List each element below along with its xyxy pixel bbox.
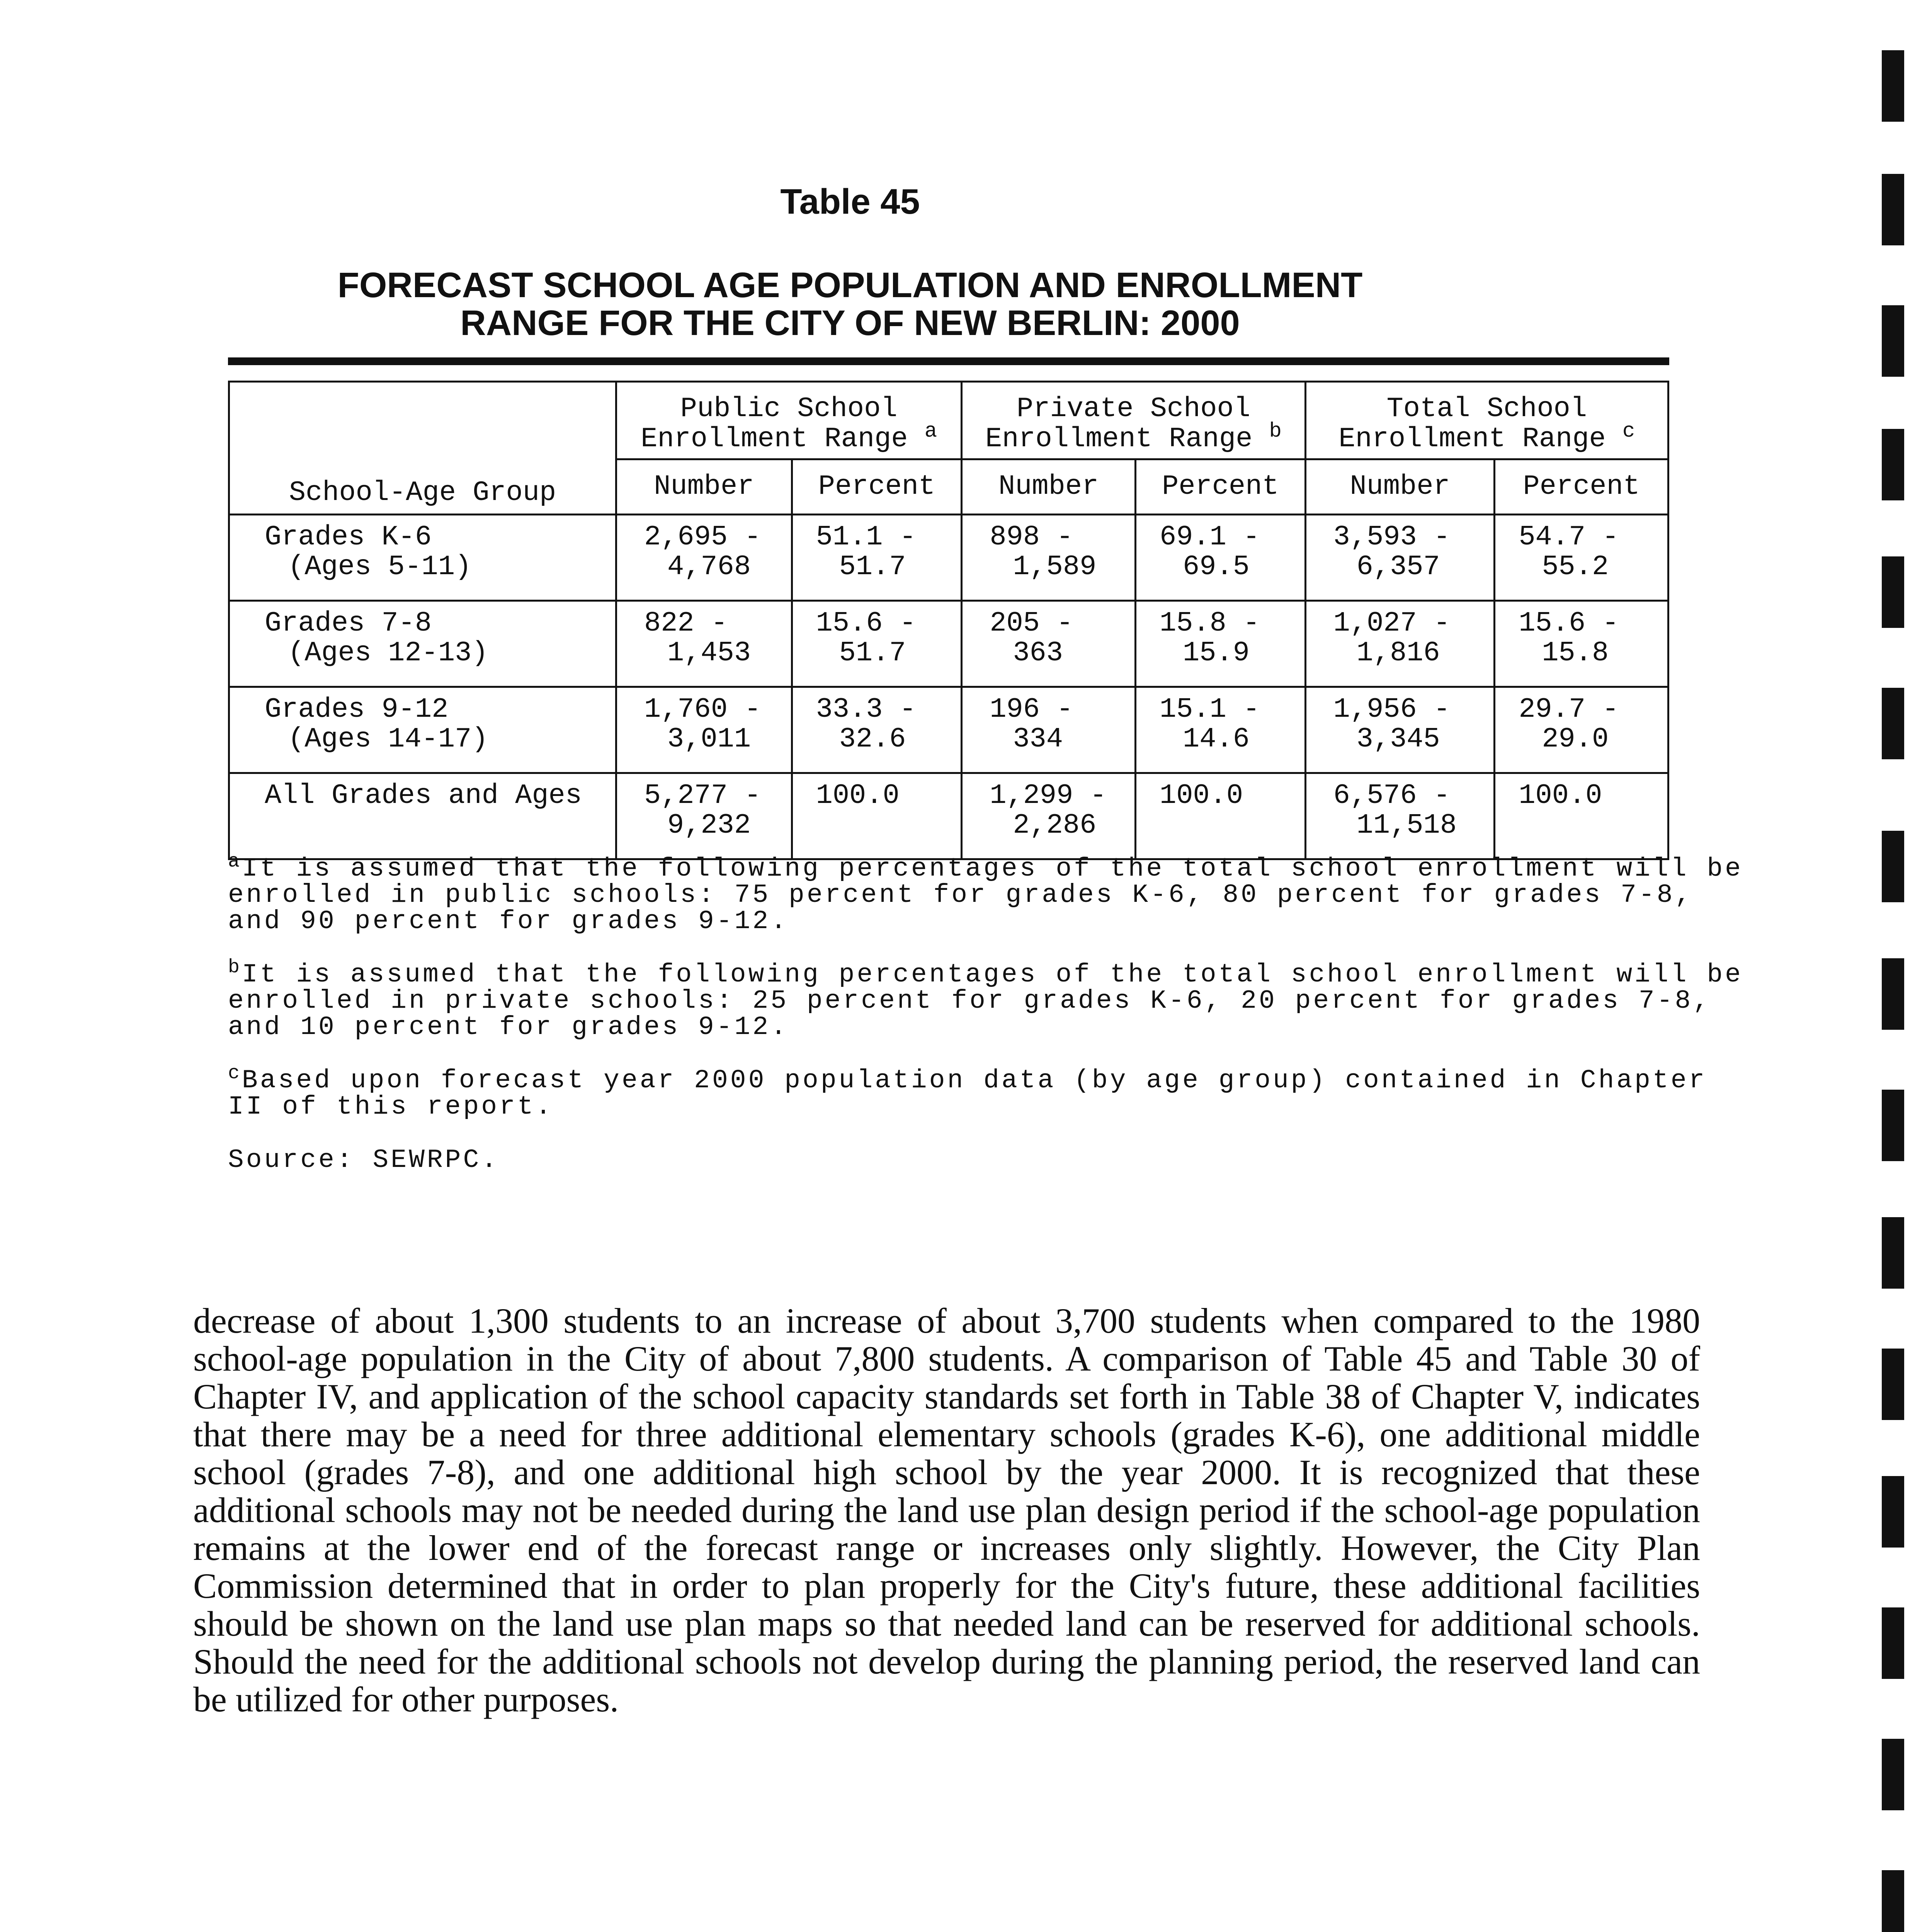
binding-mark: [1882, 958, 1904, 1030]
table-title: [0, 267, 1700, 342]
binding-mark: [1882, 1217, 1904, 1289]
binding-mark: [1882, 1607, 1904, 1679]
private-percent-cell: 15.1 - 14.6: [1135, 687, 1305, 773]
total-number-cell: 1,027 - 1,816: [1305, 600, 1495, 687]
binding-mark: [1882, 831, 1904, 902]
header-private-percent: Percent: [1135, 459, 1305, 514]
table-title-line2: RANGE FOR THE CITY OF NEW BERLIN: 2000: [460, 303, 1240, 343]
source-note: Source: SEWRPC.: [228, 1145, 500, 1175]
header-total-school: Total School Enrollment Range $^c$: [1305, 382, 1668, 459]
binding-mark: [1882, 305, 1904, 377]
total-number-cell: 3,593 - 6,357: [1305, 514, 1495, 600]
table-title-line1: FORECAST SCHOOL AGE POPULATION AND ENROLLMENT: [337, 265, 1363, 305]
footnote-a: $^a$It is assumed that the following percentages of the total school enrollment will be enrolled in public schools: 75 percent for grades K-6, 80 percent for grades 7-8, and 90 percent for grades 9-12.: [228, 850, 1743, 936]
public-percent-cell: 15.6 - 51.7: [792, 600, 962, 687]
binding-mark: [1882, 1349, 1904, 1420]
total-number-cell: 1,956 - 3,345: [1305, 687, 1495, 773]
table-row: [229, 514, 1668, 600]
header-public-percent: Percent: [792, 459, 962, 514]
binding-mark: [1882, 174, 1904, 245]
header-public-school: Public School Enrollment Range $^a$: [616, 382, 962, 459]
header-private-number: Number: [962, 459, 1136, 514]
footnotes: [228, 850, 1754, 1201]
header-private-school: Private School Enrollment Range $^b$: [962, 382, 1305, 459]
footnote-c: $^c$Based upon forecast year 2000 population data (by age group) contained in Chapter II of this report.: [228, 1062, 1707, 1122]
total-percent-cell: 29.7 - 29.0: [1495, 687, 1668, 773]
row-label: Grades 7-8 (Ages 12-13): [229, 600, 616, 687]
row-label: Grades 9-12 (Ages 14-17): [229, 687, 616, 773]
header-school-age-group: School-Age Group: [229, 382, 616, 515]
public-percent-cell: 51.1 - 51.7: [792, 514, 962, 600]
private-number-cell: 898 - 1,589: [962, 514, 1136, 600]
binding-mark: [1882, 1739, 1904, 1810]
public-number-cell: 1,760 - 3,011: [616, 687, 792, 773]
total-percent-cell: 100.0: [1495, 773, 1668, 859]
private-percent-cell: 100.0: [1135, 773, 1305, 859]
total-number-cell: 6,576 - 11,518: [1305, 773, 1495, 859]
binding-mark: [1882, 1090, 1904, 1161]
private-percent-cell: 15.8 - 15.9: [1135, 600, 1305, 687]
binding-mark: [1882, 429, 1904, 500]
header-total-number: Number: [1305, 459, 1495, 514]
private-percent-cell: 69.1 - 69.5: [1135, 514, 1305, 600]
enrollment-table: [228, 381, 1669, 860]
total-percent-cell: 15.6 - 15.8: [1495, 600, 1668, 687]
row-label: All Grades and Ages: [229, 773, 616, 859]
binding-mark: [1882, 1870, 1904, 1932]
title-rule: [228, 357, 1669, 365]
row-label: Grades K-6 (Ages 5-11): [229, 514, 616, 600]
binding-mark: [1882, 1476, 1904, 1548]
public-percent-cell: 33.3 - 32.6: [792, 687, 962, 773]
public-number-cell: 2,695 - 4,768: [616, 514, 792, 600]
private-number-cell: 205 - 363: [962, 600, 1136, 687]
public-number-cell: 822 - 1,453: [616, 600, 792, 687]
table-label: Table 45: [780, 182, 920, 221]
binding-mark: [1882, 688, 1904, 759]
header-total-percent: Percent: [1495, 459, 1668, 514]
private-number-cell: 196 - 334: [962, 687, 1136, 773]
table-row: [229, 600, 1668, 687]
binding-mark: [1882, 50, 1904, 122]
footnote-b: $^b$It is assumed that the following percentages of the total school enrollment will be enrolled in private schools: 25 percent for grades K-6, 20 percent for grades 7-8, and 10 percent for grades 9-12.: [228, 956, 1743, 1042]
public-number-cell: 5,277 - 9,232: [616, 773, 792, 859]
total-percent-cell: 54.7 - 55.2: [1495, 514, 1668, 600]
private-number-cell: 1,299 - 2,286: [962, 773, 1136, 859]
body-paragraph: decrease of about 1,300 students to an increase of about 3,700 students when compared to the 1980 school-age population in the City of about 7,800 students. A comparison of Table 45 and Table 30 of Chapter IV, and application of the school capacity standards set forth in Table 38 of Chapter V, indicates that there may be a need for three additional elementary schools (grades K-6), one additional middle school (grades 7-8), and one additional high school by the year 2000. It is recognized that these additional schools may not be needed during the land use plan design period if the school-age population remains at the lower end of the forecast range or increases only slightly. However, the City Plan Commission determined that in order to plan properly for the City's future, these additional facilities should be shown on the land use plan maps so that needed land can be reserved for additional schools. Should the need for the additional schools not develop during the planning period, the reserved land can be utilized for other purposes.: [193, 1301, 1700, 1719]
binding-mark: [1882, 556, 1904, 628]
header-public-number: Number: [616, 459, 792, 514]
public-percent-cell: 100.0: [792, 773, 962, 859]
table-row: [229, 687, 1668, 773]
table-row: [229, 773, 1668, 859]
